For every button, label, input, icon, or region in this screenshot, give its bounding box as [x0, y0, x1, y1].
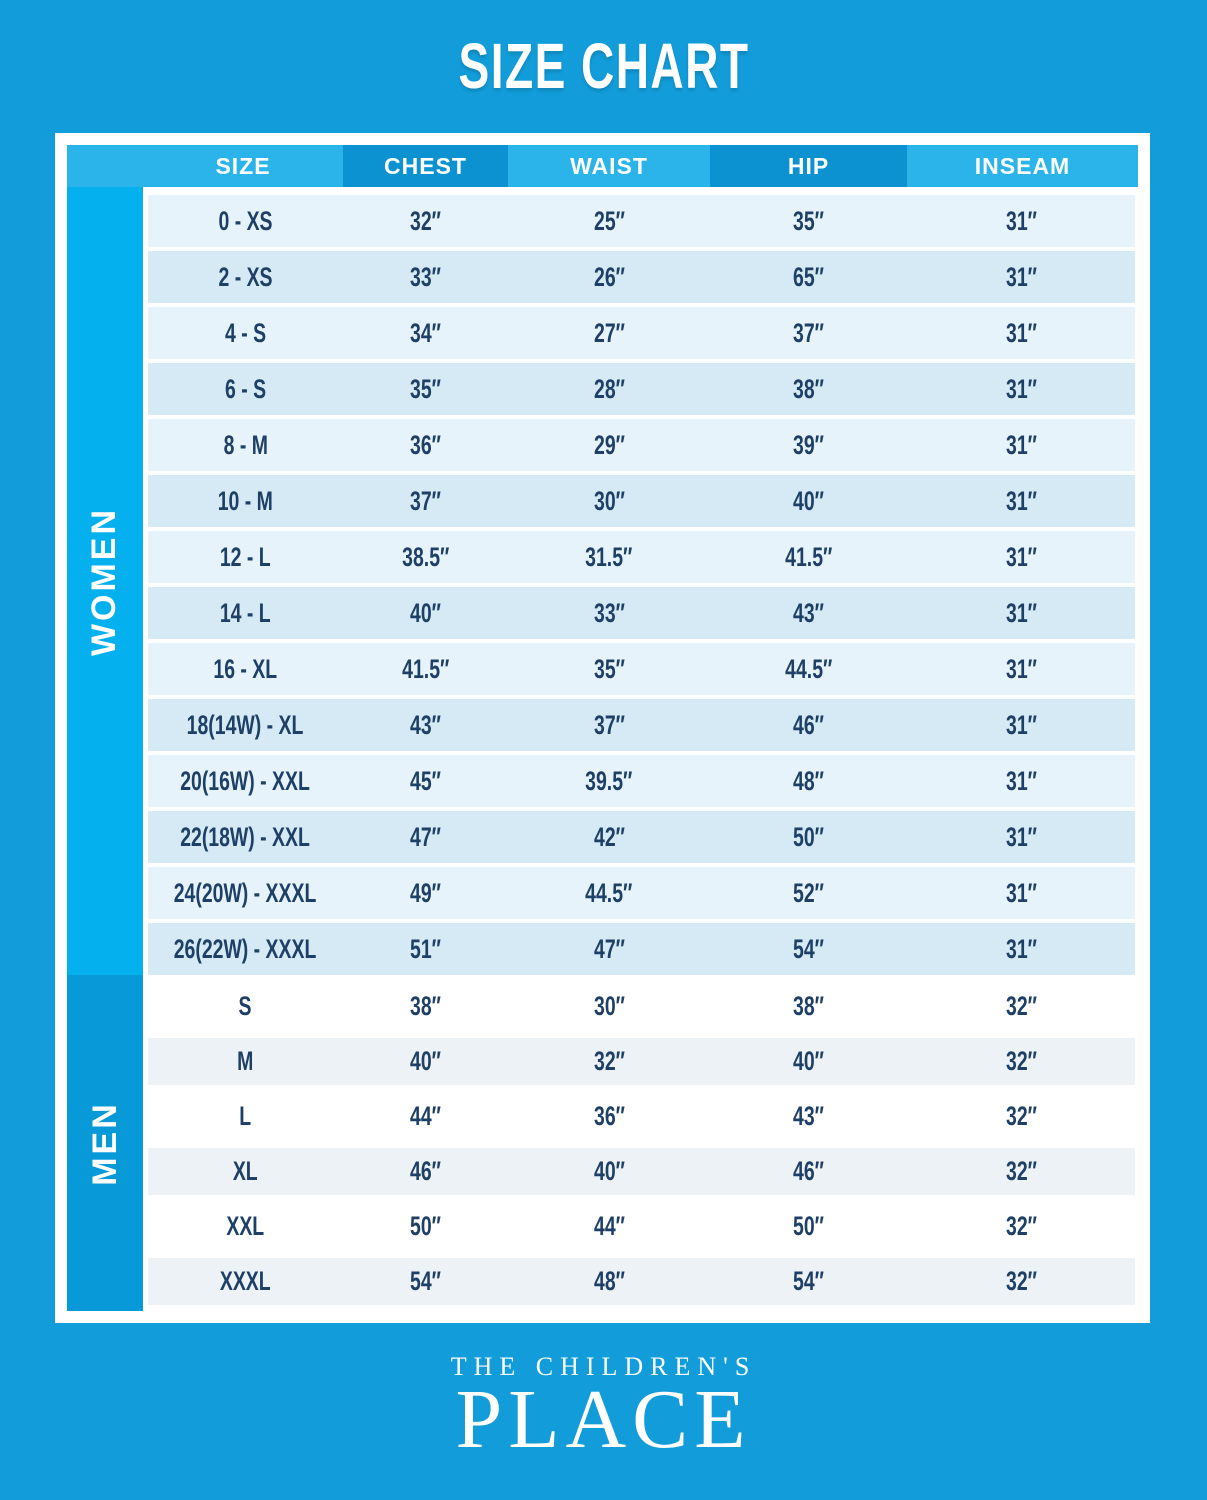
cell-measurement-value	[508, 923, 710, 975]
table-row	[148, 867, 1135, 919]
table-row	[148, 307, 1135, 359]
cell-text: 40″	[793, 485, 824, 516]
cell-measurement-value	[710, 983, 907, 1030]
cell-size-label	[148, 867, 343, 919]
cell-measurement-value	[508, 1258, 710, 1305]
header-chest	[343, 145, 508, 187]
cell-measurement-value	[343, 811, 508, 863]
cell-measurement-value	[907, 867, 1135, 919]
cell-text: XL	[233, 1156, 258, 1186]
cell-measurement-value	[710, 1258, 907, 1305]
table-row	[148, 363, 1135, 415]
cell-text: 37″	[793, 317, 824, 348]
table-header-row	[67, 145, 1138, 187]
table-row	[148, 699, 1135, 751]
brand-name-top: THE CHILDREN'S	[450, 1352, 757, 1381]
cell-text: 47″	[410, 821, 441, 852]
table-body	[67, 187, 1138, 1311]
cell-text: 6 - S	[224, 373, 267, 404]
cell-size-label	[148, 755, 343, 807]
women-section-label: WOMEN	[85, 506, 124, 656]
cell-text: 20(16W) - XXL	[180, 765, 311, 796]
cell-measurement-value	[907, 643, 1135, 695]
cell-text: 50″	[410, 1211, 441, 1241]
cell-measurement-value	[508, 755, 710, 807]
cell-measurement-value	[343, 363, 508, 415]
cell-text: 42″	[593, 821, 625, 852]
rows-women	[143, 187, 1138, 975]
cell-size-label	[148, 643, 343, 695]
table-row	[148, 983, 1135, 1030]
header-size	[67, 145, 343, 187]
cell-measurement-value	[710, 195, 907, 247]
cell-text: 26″	[593, 261, 625, 292]
cell-measurement-value	[710, 419, 907, 471]
table-row	[148, 587, 1135, 639]
cell-measurement-value	[508, 867, 710, 919]
cell-measurement-value	[343, 983, 508, 1030]
table-row	[148, 755, 1135, 807]
cell-measurement-value	[508, 251, 710, 303]
cell-measurement-value	[907, 755, 1135, 807]
cell-text: 49″	[410, 877, 441, 908]
cell-measurement-value	[907, 1203, 1135, 1250]
cell-text: 32″	[1005, 1266, 1037, 1296]
header-inseam-label: INSEAM	[974, 152, 1071, 179]
cell-text: 50″	[793, 1211, 824, 1241]
table-row	[148, 811, 1135, 863]
cell-text: 43″	[793, 1101, 824, 1131]
cell-text: 32″	[1005, 1046, 1037, 1076]
table-row	[148, 643, 1135, 695]
cell-text: 32″	[1005, 1101, 1037, 1131]
cell-text: 36″	[593, 1101, 625, 1131]
cell-text: 37″	[593, 709, 625, 740]
cell-measurement-value	[710, 923, 907, 975]
cell-text: 54″	[793, 1266, 824, 1296]
cell-text: 32″	[410, 205, 441, 236]
cell-measurement-value	[343, 251, 508, 303]
cell-text: 48″	[793, 765, 824, 796]
cell-measurement-value	[907, 983, 1135, 1030]
cell-text: 35″	[793, 205, 824, 236]
cell-text: 30″	[593, 991, 625, 1021]
cell-measurement-value	[907, 699, 1135, 751]
page-title-text: SIZE CHART	[458, 30, 749, 102]
cell-measurement-value	[508, 643, 710, 695]
cell-measurement-value	[343, 1148, 508, 1195]
table-row	[148, 251, 1135, 303]
cell-text: XXXL	[220, 1266, 271, 1296]
cell-measurement-value	[907, 1038, 1135, 1085]
cell-text: 45″	[410, 765, 441, 796]
header-size-label: SIZE	[215, 152, 271, 179]
cell-text: 25″	[593, 205, 625, 236]
cell-size-label	[148, 1148, 343, 1195]
cell-measurement-value	[343, 1203, 508, 1250]
cell-measurement-value	[907, 811, 1135, 863]
cell-text: 14 - L	[220, 597, 271, 628]
cell-text: 44.5″	[585, 877, 633, 908]
cell-measurement-value	[508, 363, 710, 415]
cell-text: 31.5″	[585, 541, 633, 572]
cell-measurement-value	[710, 1038, 907, 1085]
cell-measurement-value	[343, 643, 508, 695]
cell-text: 65″	[793, 261, 824, 292]
cell-text: 24(20W) - XXXL	[174, 877, 317, 908]
table-row	[148, 1203, 1135, 1250]
cell-text: 31″	[1005, 205, 1037, 236]
table-row	[148, 1148, 1135, 1195]
cell-text: 31″	[1005, 821, 1037, 852]
cell-text: 18(14W) - XL	[187, 709, 304, 740]
cell-text: XXL	[226, 1211, 265, 1241]
cell-text: 31″	[1005, 877, 1037, 908]
cell-text: 40″	[410, 1046, 441, 1076]
cell-size-label	[148, 699, 343, 751]
cell-measurement-value	[907, 475, 1135, 527]
cell-measurement-value	[710, 1093, 907, 1140]
cell-text: 8 - M	[223, 429, 268, 460]
cell-text: 32″	[1005, 1211, 1037, 1241]
cell-measurement-value	[343, 923, 508, 975]
cell-text: 46″	[793, 709, 824, 740]
cell-measurement-value	[710, 699, 907, 751]
cell-measurement-value	[907, 363, 1135, 415]
cell-measurement-value	[508, 983, 710, 1030]
cell-text: 31″	[1005, 261, 1037, 292]
cell-measurement-value	[343, 1038, 508, 1085]
size-table	[67, 145, 1138, 1311]
cell-text: 38″	[793, 991, 824, 1021]
cell-text: 37″	[410, 485, 441, 516]
cell-measurement-value	[508, 195, 710, 247]
cell-text: S	[239, 991, 252, 1021]
cell-measurement-value	[907, 307, 1135, 359]
cell-text: 44.5″	[784, 653, 833, 684]
table-frame	[55, 133, 1150, 1323]
cell-text: 46″	[410, 1156, 441, 1186]
cell-measurement-value	[907, 1093, 1135, 1140]
cell-measurement-value	[710, 1203, 907, 1250]
cell-size-label	[148, 195, 343, 247]
header-waist	[508, 145, 710, 187]
cell-text: 31″	[1005, 709, 1037, 740]
header-waist-label: WAIST	[570, 152, 648, 179]
cell-measurement-value	[343, 419, 508, 471]
cell-measurement-value	[710, 1148, 907, 1195]
table-row	[148, 923, 1135, 975]
cell-size-label	[148, 1258, 343, 1305]
cell-size-label	[148, 1038, 343, 1085]
cell-text: 47″	[593, 933, 625, 964]
men-section-label: MEN	[85, 1100, 124, 1186]
cell-text: 12 - L	[220, 541, 271, 572]
cell-text: 40″	[593, 1156, 625, 1186]
cell-text: 22(18W) - XXL	[180, 821, 311, 852]
cell-measurement-value	[710, 251, 907, 303]
cell-measurement-value	[508, 475, 710, 527]
cell-measurement-value	[907, 923, 1135, 975]
cell-size-label	[148, 251, 343, 303]
cell-measurement-value	[343, 475, 508, 527]
cell-measurement-value	[343, 867, 508, 919]
table-row	[148, 419, 1135, 471]
cell-text: 0 - XS	[218, 205, 273, 236]
cell-text: 50″	[793, 821, 824, 852]
cell-text: 30″	[593, 485, 625, 516]
cell-text: 39.5″	[585, 765, 633, 796]
cell-measurement-value	[343, 587, 508, 639]
cell-text: 36″	[410, 429, 441, 460]
table-row	[148, 1038, 1135, 1085]
cell-measurement-value	[508, 1203, 710, 1250]
cell-text: 32″	[1005, 1156, 1037, 1186]
cell-measurement-value	[710, 363, 907, 415]
header-chest-label: CHEST	[384, 152, 467, 179]
table-row	[148, 195, 1135, 247]
cell-measurement-value	[508, 419, 710, 471]
cell-measurement-value	[710, 811, 907, 863]
cell-text: 31″	[1005, 429, 1037, 460]
cell-text: 31″	[1005, 765, 1037, 796]
cell-text: 35″	[410, 373, 441, 404]
cell-text: 29″	[593, 429, 625, 460]
cell-measurement-value	[508, 1038, 710, 1085]
cell-measurement-value	[343, 307, 508, 359]
cell-text: 46″	[793, 1156, 824, 1186]
cell-size-label	[148, 587, 343, 639]
cell-text: 31″	[1005, 597, 1037, 628]
cell-measurement-value	[710, 643, 907, 695]
cell-text: 4 - S	[224, 317, 267, 348]
cell-measurement-value	[710, 755, 907, 807]
cell-text: L	[239, 1101, 252, 1131]
cell-measurement-value	[508, 587, 710, 639]
cell-measurement-value	[343, 1093, 508, 1140]
cell-measurement-value	[508, 811, 710, 863]
cell-size-label	[148, 531, 343, 583]
cell-measurement-value	[907, 1258, 1135, 1305]
cell-size-label	[148, 475, 343, 527]
table-row	[148, 1093, 1135, 1140]
cell-text: 54″	[410, 1266, 441, 1296]
rows-men	[143, 975, 1138, 1311]
cell-text: 40″	[793, 1046, 824, 1076]
cell-size-label	[148, 307, 343, 359]
table-row	[148, 1258, 1135, 1305]
cell-text: 54″	[793, 933, 824, 964]
header-hip-label: HIP	[787, 152, 830, 179]
cell-measurement-value	[907, 251, 1135, 303]
cell-text: 31″	[1005, 317, 1037, 348]
cell-measurement-value	[907, 419, 1135, 471]
cell-measurement-value	[343, 1258, 508, 1305]
page-title	[0, 26, 1207, 106]
cell-measurement-value	[907, 1148, 1135, 1195]
cell-size-label	[148, 983, 343, 1030]
cell-text: 27″	[593, 317, 625, 348]
cell-text: 26(22W) - XXXL	[174, 933, 317, 964]
cell-measurement-value	[508, 531, 710, 583]
cell-text: 31″	[1005, 541, 1037, 572]
cell-size-label	[148, 363, 343, 415]
cell-text: M	[237, 1046, 254, 1076]
cell-size-label	[148, 1093, 343, 1140]
cell-measurement-value	[710, 587, 907, 639]
cell-text: 10 - M	[217, 485, 274, 516]
cell-measurement-value	[907, 195, 1135, 247]
cell-text: 41.5″	[784, 541, 833, 572]
section-strip-women	[67, 187, 143, 975]
cell-measurement-value	[343, 755, 508, 807]
cell-text: 48″	[593, 1266, 625, 1296]
cell-size-label	[148, 811, 343, 863]
cell-text: 52″	[793, 877, 824, 908]
cell-text: 44″	[593, 1211, 625, 1241]
cell-measurement-value	[907, 587, 1135, 639]
cell-text: 38.5″	[401, 541, 450, 572]
cell-measurement-value	[508, 699, 710, 751]
brand-name-logo: PLACE	[455, 1373, 752, 1466]
cell-measurement-value	[710, 867, 907, 919]
cell-measurement-value	[907, 531, 1135, 583]
cell-text: 38″	[793, 373, 824, 404]
cell-measurement-value	[508, 1148, 710, 1195]
cell-text: 31″	[1005, 653, 1037, 684]
table-row	[148, 475, 1135, 527]
cell-measurement-value	[343, 699, 508, 751]
cell-text: 32″	[1005, 991, 1037, 1021]
cell-text: 2 - XS	[218, 261, 273, 292]
cell-measurement-value	[710, 475, 907, 527]
cell-text: 32″	[593, 1046, 625, 1076]
header-inseam	[907, 145, 1138, 187]
cell-measurement-value	[508, 1093, 710, 1140]
cell-text: 33″	[593, 597, 625, 628]
cell-text: 31″	[1005, 373, 1037, 404]
cell-text: 31″	[1005, 933, 1037, 964]
cell-measurement-value	[343, 195, 508, 247]
cell-text: 35″	[593, 653, 625, 684]
cell-text: 44″	[410, 1101, 441, 1131]
cell-text: 16 - XL	[213, 653, 278, 684]
table-row	[148, 531, 1135, 583]
cell-text: 43″	[793, 597, 824, 628]
header-hip	[710, 145, 907, 187]
cell-measurement-value	[710, 307, 907, 359]
cell-measurement-value	[343, 531, 508, 583]
cell-text: 28″	[593, 373, 625, 404]
cell-text: 40″	[410, 597, 441, 628]
cell-size-label	[148, 923, 343, 975]
cell-size-label	[148, 419, 343, 471]
cell-measurement-value	[710, 531, 907, 583]
cell-text: 31″	[1005, 485, 1037, 516]
cell-text: 34″	[410, 317, 441, 348]
cell-size-label	[148, 1203, 343, 1250]
cell-text: 33″	[410, 261, 441, 292]
cell-text: 51″	[410, 933, 441, 964]
cell-text: 39″	[793, 429, 824, 460]
cell-measurement-value	[508, 307, 710, 359]
section-strip-men	[67, 975, 143, 1311]
cell-text: 38″	[410, 991, 441, 1021]
cell-text: 43″	[410, 709, 441, 740]
cell-text: 41.5″	[401, 653, 450, 684]
